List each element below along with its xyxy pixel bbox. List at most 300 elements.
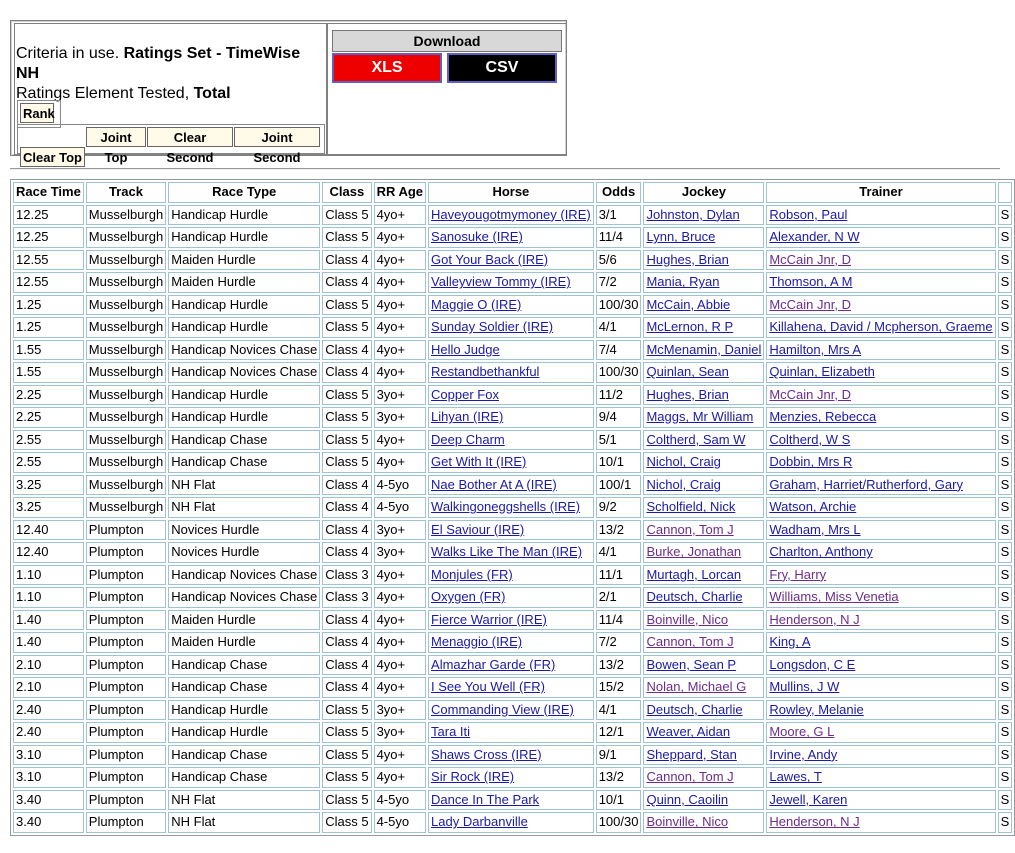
horse-link[interactable]: Walkingoneggshells (IRE): [431, 499, 581, 515]
horse-link[interactable]: Oxygen (FR): [431, 589, 506, 605]
horse-link[interactable]: Walks Like The Man (IRE): [431, 544, 583, 560]
table-row: [13, 340, 1012, 361]
cell-overflow: S: [998, 655, 1013, 676]
cell-race-type: Handicap Novices Chase: [168, 362, 320, 383]
horse-link[interactable]: Shaws Cross (IRE): [431, 746, 542, 762]
cell-race-time: 2.55: [13, 452, 84, 473]
cell-class: Class 4: [322, 340, 371, 361]
clear-second-button[interactable]: Clear Second: [147, 127, 233, 147]
trainer-link[interactable]: Dobbin, Mrs R: [769, 454, 853, 470]
cell-class: Class 5: [322, 430, 371, 451]
cell-jockey: [643, 722, 764, 743]
cell-rr-age: 4yo+: [374, 565, 426, 586]
jockey-link[interactable]: Nichol, Craig: [646, 476, 721, 492]
jockey-link[interactable]: Cannon, Tom J: [646, 521, 734, 537]
jockey-link[interactable]: Scholfield, Nick: [646, 499, 736, 515]
cell-race-time: 12.55: [13, 250, 84, 271]
cell-class: Class 4: [322, 520, 371, 541]
jockey-link[interactable]: Bowen, Sean P: [646, 656, 737, 672]
jockey-link[interactable]: Weaver, Aidan: [646, 724, 731, 740]
cell-horse: [428, 497, 594, 518]
cell-overflow: S: [998, 542, 1013, 563]
cell-jockey: [643, 520, 764, 541]
cell-race-type: Maiden Hurdle: [168, 272, 320, 293]
cell-track: Musselburgh: [86, 362, 166, 383]
cell-track: Musselburgh: [86, 272, 166, 293]
cell-trainer: [766, 317, 995, 338]
cell-jockey: [643, 272, 764, 293]
cell-jockey: [643, 812, 764, 833]
cell-odds: 5/6: [596, 250, 642, 271]
cell-class: Class 4: [322, 610, 371, 631]
cell-race-time: 1.40: [13, 632, 84, 653]
cell-odds: 11/2: [596, 385, 642, 406]
cell-class: Class 5: [322, 767, 371, 788]
cell-track: Musselburgh: [86, 407, 166, 428]
cell-jockey: [643, 475, 764, 496]
cell-overflow: S: [998, 475, 1013, 496]
cell-overflow: S: [998, 317, 1013, 338]
cell-horse: [428, 610, 594, 631]
cell-track: Musselburgh: [86, 295, 166, 316]
cell-overflow: S: [998, 722, 1013, 743]
trainer-link[interactable]: Fry, Harry: [769, 566, 827, 582]
cell-jockey: [643, 362, 764, 383]
cell-race-time: 3.40: [13, 812, 84, 833]
cell-rr-age: 4yo+: [374, 610, 426, 631]
trainer-link[interactable]: Killahena, David / Mcpherson, Graeme: [769, 319, 993, 335]
jockey-link[interactable]: McCain, Abbie: [646, 296, 731, 312]
cell-rr-age: 4yo+: [374, 362, 426, 383]
jockey-link[interactable]: Murtagh, Lorcan: [646, 566, 742, 582]
horse-link[interactable]: Menaggio (IRE): [431, 634, 523, 650]
cell-class: Class 4: [322, 542, 371, 563]
horse-link[interactable]: Fierce Warrior (IRE): [431, 611, 547, 627]
cell-class: Class 4: [322, 632, 371, 653]
cell-trainer: [766, 587, 995, 608]
cell-jockey: [643, 497, 764, 518]
ratings-set: Ratings Set - TimeWise NH: [16, 45, 301, 82]
cell-odds: 11/1: [596, 565, 642, 586]
horse-link[interactable]: Lady Darbanville: [431, 814, 528, 830]
horse-link[interactable]: Maggie O (IRE): [431, 296, 522, 312]
cell-trainer: [766, 632, 995, 653]
cell-race-type: NH Flat: [168, 812, 320, 833]
cell-overflow: S: [998, 407, 1013, 428]
cell-race-type: Novices Hurdle: [168, 520, 320, 541]
cell-odds: 100/30: [596, 362, 642, 383]
cell-trainer: [766, 362, 995, 383]
cell-odds: 11/4: [596, 610, 642, 631]
cell-race-type: Handicap Novices Chase: [168, 565, 320, 586]
cell-rr-age: 4yo+: [374, 452, 426, 473]
cell-class: Class 5: [322, 385, 371, 406]
cell-rr-age: 4yo+: [374, 205, 426, 226]
cell-race-type: Maiden Hurdle: [168, 632, 320, 653]
cell-jockey: [643, 700, 764, 721]
horse-link[interactable]: Dance In The Park: [431, 791, 540, 807]
xls-download-button[interactable]: XLS: [332, 53, 442, 83]
cell-rr-age: 4yo+: [374, 767, 426, 788]
rank-button[interactable]: Rank: [20, 103, 54, 123]
cell-horse: [428, 542, 594, 563]
cell-race-type: Handicap Chase: [168, 452, 320, 473]
cell-race-time: 1.10: [13, 587, 84, 608]
horse-link[interactable]: Haveyougotmymoney (IRE): [431, 206, 591, 222]
filter-button-group: [17, 124, 325, 165]
cell-horse: [428, 587, 594, 608]
cell-rr-age: 4yo+: [374, 250, 426, 271]
cell-race-type: Handicap Hurdle: [168, 317, 320, 338]
cell-overflow: S: [998, 587, 1013, 608]
cell-rr-age: 4-5yo: [374, 475, 426, 496]
cell-jockey: [643, 587, 764, 608]
cell-odds: 13/2: [596, 655, 642, 676]
trainer-link[interactable]: Charlton, Anthony: [769, 544, 873, 560]
trainer-link[interactable]: Menzies, Rebecca: [769, 409, 877, 425]
cell-trainer: [766, 677, 995, 698]
horse-link[interactable]: Lihyan (IRE): [431, 409, 504, 425]
horse-link[interactable]: Sunday Soldier (IRE): [431, 319, 554, 335]
table-row: [13, 362, 1012, 383]
cell-horse: [428, 430, 594, 451]
cell-race-type: Handicap Chase: [168, 430, 320, 451]
table-row: [13, 227, 1012, 248]
cell-race-time: 2.25: [13, 385, 84, 406]
trainer-link[interactable]: McCain Jnr, D: [769, 296, 851, 312]
cell-trainer: [766, 430, 995, 451]
trainer-link[interactable]: Longsdon, C E: [769, 656, 856, 672]
cell-horse: [428, 565, 594, 586]
cell-race-time: 2.55: [13, 430, 84, 451]
cell-odds: 13/2: [596, 767, 642, 788]
table-row: [13, 632, 1012, 653]
cell-horse: [428, 340, 594, 361]
clear-top-button[interactable]: Clear Top: [20, 147, 85, 167]
jockey-link[interactable]: Cannon, Tom J: [646, 634, 734, 650]
cell-class: Class 4: [322, 497, 371, 518]
cell-race-type: Handicap Hurdle: [168, 227, 320, 248]
cell-race-type: NH Flat: [168, 497, 320, 518]
cell-track: Musselburgh: [86, 250, 166, 271]
cell-overflow: S: [998, 430, 1013, 451]
jockey-link[interactable]: Hughes, Brian: [646, 386, 729, 402]
jockey-link[interactable]: Maggs, Mr William: [646, 409, 754, 425]
trainer-link[interactable]: Thomson, A M: [769, 274, 853, 290]
cell-rr-age: 4-5yo: [374, 812, 426, 833]
jockey-link[interactable]: Hughes, Brian: [646, 251, 729, 267]
trainer-link[interactable]: Graham, Harriet/Rutherford, Gary: [769, 476, 963, 492]
horse-link[interactable]: Almazhar Garde (FR): [431, 656, 556, 672]
cell-race-type: Handicap Hurdle: [168, 205, 320, 226]
cell-overflow: S: [998, 565, 1013, 586]
horse-link[interactable]: Restandbethankful: [431, 364, 540, 380]
cell-rr-age: 4-5yo: [374, 497, 426, 518]
cell-odds: 100/1: [596, 475, 642, 496]
cell-race-type: NH Flat: [168, 475, 320, 496]
trainer-link[interactable]: Williams, Miss Venetia: [769, 589, 899, 605]
horse-link[interactable]: Sir Rock (IRE): [431, 769, 515, 785]
cell-trainer: [766, 722, 995, 743]
cell-race-type: Handicap Hurdle: [168, 295, 320, 316]
trainer-link[interactable]: Rowley, Melanie: [769, 701, 864, 717]
trainer-link[interactable]: McCain Jnr, D: [769, 386, 851, 402]
cell-rr-age: 4yo+: [374, 317, 426, 338]
table-row: [13, 385, 1012, 406]
horse-link[interactable]: Hello Judge: [431, 341, 500, 357]
table-row: [13, 430, 1012, 451]
cell-overflow: S: [998, 227, 1013, 248]
cell-trainer: [766, 812, 995, 833]
cell-horse: [428, 812, 594, 833]
jockey-link[interactable]: Johnston, Dylan: [646, 206, 740, 222]
horse-link[interactable]: Commanding View (IRE): [431, 701, 574, 717]
cell-race-type: Handicap Hurdle: [168, 722, 320, 743]
cell-horse: [428, 407, 594, 428]
cell-class: Class 5: [322, 452, 371, 473]
cell-race-time: 12.25: [13, 227, 84, 248]
cell-horse: [428, 475, 594, 496]
trainer-link[interactable]: Mullins, J W: [769, 679, 840, 695]
cell-track: Plumpton: [86, 812, 166, 833]
cell-horse: [428, 700, 594, 721]
jockey-link[interactable]: McLernon, R P: [646, 319, 734, 335]
cell-class: Class 5: [322, 700, 371, 721]
trainer-link[interactable]: Hamilton, Mrs A: [769, 341, 862, 357]
table-row: [13, 610, 1012, 631]
cell-horse: [428, 385, 594, 406]
cell-race-time: 2.40: [13, 700, 84, 721]
trainer-link[interactable]: Watson, Archie: [769, 499, 857, 515]
cell-class: Class 5: [322, 227, 371, 248]
trainer-link[interactable]: Quinlan, Elizabeth: [769, 364, 875, 380]
horse-link[interactable]: Monjules (FR): [431, 566, 513, 582]
trainer-link[interactable]: Moore, G L: [769, 724, 835, 740]
trainer-link[interactable]: McCain Jnr, D: [769, 251, 851, 267]
cell-class: Class 5: [322, 205, 371, 226]
cell-track: Plumpton: [86, 722, 166, 743]
trainer-link[interactable]: Lawes, T: [769, 769, 822, 785]
horse-link[interactable]: Valleyview Tommy (IRE): [431, 274, 571, 290]
cell-track: Plumpton: [86, 542, 166, 563]
cell-odds: 4/1: [596, 542, 642, 563]
horse-link[interactable]: El Saviour (IRE): [431, 521, 525, 537]
column-header-race-type: Race Type: [168, 182, 320, 203]
jockey-link[interactable]: Cannon, Tom J: [646, 769, 734, 785]
cell-race-time: 2.10: [13, 677, 84, 698]
jockey-link[interactable]: Nichol, Craig: [646, 454, 721, 470]
table-row: [13, 587, 1012, 608]
cell-overflow: S: [998, 385, 1013, 406]
jockey-link[interactable]: Deutsch, Charlie: [646, 589, 743, 605]
jockey-link[interactable]: Quinn, Caoilin: [646, 791, 729, 807]
cell-trainer: [766, 340, 995, 361]
cell-trainer: [766, 407, 995, 428]
cell-race-time: 1.10: [13, 565, 84, 586]
cell-trainer: [766, 272, 995, 293]
cell-jockey: [643, 655, 764, 676]
cell-race-time: 12.55: [13, 272, 84, 293]
cell-track: Musselburgh: [86, 497, 166, 518]
element-prefix: Ratings Element Tested,: [16, 85, 190, 102]
cell-race-type: Handicap Hurdle: [168, 407, 320, 428]
cell-jockey: [643, 677, 764, 698]
cell-race-time: 3.10: [13, 745, 84, 766]
cell-class: Class 5: [322, 295, 371, 316]
cell-race-time: 3.40: [13, 790, 84, 811]
jockey-link[interactable]: Mania, Ryan: [646, 274, 720, 290]
trainer-link[interactable]: Robson, Paul: [769, 206, 848, 222]
cell-race-time: 2.10: [13, 655, 84, 676]
cell-odds: 12/1: [596, 722, 642, 743]
cell-horse: [428, 227, 594, 248]
table-row: [13, 520, 1012, 541]
cell-race-time: 1.55: [13, 362, 84, 383]
table-row: [13, 295, 1012, 316]
cell-odds: 13/2: [596, 520, 642, 541]
horse-link[interactable]: Tara Iti: [431, 724, 471, 740]
results-table: [10, 179, 1015, 836]
table-row: [13, 272, 1012, 293]
cell-odds: 5/1: [596, 430, 642, 451]
cell-odds: 9/4: [596, 407, 642, 428]
cell-race-type: Maiden Hurdle: [168, 610, 320, 631]
cell-race-time: 1.25: [13, 317, 84, 338]
trainer-link[interactable]: Coltherd, W S: [769, 431, 851, 447]
trainer-link[interactable]: Irvine, Andy: [769, 746, 838, 762]
cell-jockey: [643, 452, 764, 473]
cell-rr-age: 4yo+: [374, 587, 426, 608]
cell-class: Class 5: [322, 745, 371, 766]
ratings-element: Total: [193, 85, 231, 102]
horse-link[interactable]: Sanosuke (IRE): [431, 229, 523, 245]
horse-link[interactable]: Got Your Back (IRE): [431, 251, 549, 267]
csv-download-button[interactable]: CSV: [447, 53, 557, 83]
column-header-class: Class: [322, 182, 371, 203]
cell-trainer: [766, 700, 995, 721]
trainer-link[interactable]: Henderson, N J: [769, 611, 860, 627]
cell-track: Musselburgh: [86, 205, 166, 226]
horse-link[interactable]: I See You Well (FR): [431, 679, 545, 695]
cell-horse: [428, 745, 594, 766]
cell-odds: 100/30: [596, 295, 642, 316]
cell-race-time: 3.25: [13, 475, 84, 496]
cell-rr-age: 4yo+: [374, 745, 426, 766]
cell-overflow: S: [998, 272, 1013, 293]
jockey-link[interactable]: Nolan, Michael G: [646, 679, 747, 695]
download-buttons: [332, 53, 560, 85]
cell-horse: [428, 317, 594, 338]
horse-link[interactable]: Copper Fox: [431, 386, 499, 402]
cell-race-type: Handicap Chase: [168, 677, 320, 698]
table-row: [13, 475, 1012, 496]
horse-link[interactable]: Deep Charm: [431, 431, 505, 447]
cell-jockey: [643, 340, 764, 361]
trainer-link[interactable]: Jewell, Karen: [769, 791, 848, 807]
cell-class: Class 4: [322, 250, 371, 271]
cell-trainer: [766, 767, 995, 788]
cell-class: Class 4: [322, 272, 371, 293]
cell-rr-age: 3yo+: [374, 722, 426, 743]
cell-rr-age: 3yo+: [374, 407, 426, 428]
cell-race-type: Handicap Novices Chase: [168, 340, 320, 361]
cell-trainer: [766, 745, 995, 766]
jockey-link[interactable]: Sheppard, Stan: [646, 746, 737, 762]
cell-rr-age: 3yo+: [374, 520, 426, 541]
cell-horse: [428, 250, 594, 271]
jockey-link[interactable]: Boinville, Nico: [646, 611, 729, 627]
table-row: [13, 205, 1012, 226]
cell-odds: 7/4: [596, 340, 642, 361]
cell-trainer: [766, 295, 995, 316]
jockey-link[interactable]: McMenamin, Daniel: [646, 341, 762, 357]
column-header-horse: Horse: [428, 182, 594, 203]
trainer-link[interactable]: Henderson, N J: [769, 814, 860, 830]
cell-horse: [428, 655, 594, 676]
joint-second-button[interactable]: Joint Second: [234, 127, 320, 147]
cell-overflow: S: [998, 610, 1013, 631]
cell-jockey: [643, 790, 764, 811]
cell-odds: 3/1: [596, 205, 642, 226]
cell-overflow: S: [998, 790, 1013, 811]
cell-odds: 9/2: [596, 497, 642, 518]
cell-class: Class 3: [322, 587, 371, 608]
cell-class: Class 5: [322, 790, 371, 811]
cell-rr-age: 3yo+: [374, 542, 426, 563]
cell-race-time: 3.10: [13, 767, 84, 788]
horse-link[interactable]: Nae Bother At A (IRE): [431, 476, 557, 492]
cell-jockey: [643, 565, 764, 586]
cell-race-time: 1.40: [13, 610, 84, 631]
criteria-prefix: Criteria in use.: [16, 45, 120, 62]
cell-rr-age: 4yo+: [374, 272, 426, 293]
cell-race-time: 2.40: [13, 722, 84, 743]
table-row: [13, 677, 1012, 698]
table-header-row: [13, 182, 1012, 203]
cell-overflow: S: [998, 205, 1013, 226]
cell-rr-age: 4yo+: [374, 340, 426, 361]
trainer-link[interactable]: King, A: [769, 634, 811, 650]
cell-overflow: S: [998, 452, 1013, 473]
cell-jockey: [643, 430, 764, 451]
table-row: [13, 565, 1012, 586]
cell-horse: [428, 790, 594, 811]
horse-link[interactable]: Get With It (IRE): [431, 454, 527, 470]
jockey-link[interactable]: Burke, Jonathan: [646, 544, 742, 560]
joint-top-button[interactable]: Joint Top: [86, 127, 146, 147]
cell-race-time: 2.25: [13, 407, 84, 428]
cell-trainer: [766, 385, 995, 406]
trainer-link[interactable]: Alexander, N W: [769, 229, 860, 245]
cell-rr-age: 4yo+: [374, 655, 426, 676]
cell-odds: 15/2: [596, 677, 642, 698]
cell-overflow: S: [998, 700, 1013, 721]
cell-race-type: Handicap Chase: [168, 655, 320, 676]
jockey-link[interactable]: Quinlan, Sean: [646, 364, 729, 380]
cell-horse: [428, 520, 594, 541]
cell-class: Class 5: [322, 317, 371, 338]
cell-odds: 11/4: [596, 227, 642, 248]
jockey-link[interactable]: Lynn, Bruce: [646, 229, 716, 245]
cell-odds: 100/30: [596, 812, 642, 833]
trainer-link[interactable]: Wadham, Mrs L: [769, 521, 861, 537]
cell-horse: [428, 362, 594, 383]
jockey-link[interactable]: Coltherd, Sam W: [646, 431, 746, 447]
table-row: [13, 722, 1012, 743]
jockey-link[interactable]: Boinville, Nico: [646, 814, 729, 830]
cell-jockey: [643, 632, 764, 653]
jockey-link[interactable]: Deutsch, Charlie: [646, 701, 743, 717]
